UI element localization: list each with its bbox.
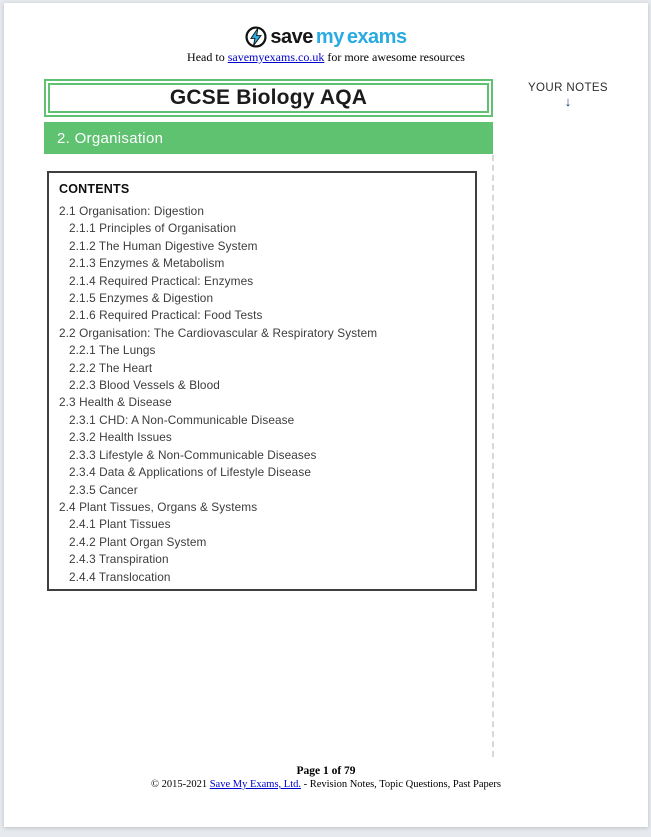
logo-wordmark — [270, 26, 406, 48]
notes-divider-dashed-line — [492, 155, 494, 757]
toc-item: 2.4.1 Plant Tissues — [69, 517, 171, 532]
section-banner-label: 2. Organisation — [57, 129, 164, 147]
copyright-suffix: - Revision Notes, Topic Questions, Past Papers — [300, 779, 502, 790]
toc-item: 2.3.4 Data & Applications of Lifestyle Disease — [69, 465, 311, 480]
copyright-line — [4, 779, 648, 790]
logo-word-save: save — [270, 26, 313, 48]
toc-item: 2.1.5 Enzymes & Digestion — [69, 291, 214, 306]
toc-item: 2.1.6 Required Practical: Food Tests — [69, 308, 263, 323]
toc-item: 2.3.5 Cancer — [69, 482, 138, 497]
tagline-prefix: Head to — [187, 50, 228, 64]
your-notes-column — [493, 82, 643, 109]
header-tagline — [4, 50, 648, 65]
contents-box — [47, 171, 477, 591]
your-notes-label: YOUR NOTES — [527, 82, 609, 94]
toc-item: 2.1.2 The Human Digestive System — [69, 238, 258, 253]
page-title: GCSE Biology AQA — [169, 86, 368, 109]
toc-item: 2.1.3 Enzymes & Metabolism — [69, 256, 225, 271]
logo-word-my: my — [315, 26, 344, 48]
document-page — [4, 3, 648, 827]
copyright-prefix: © 2015-2021 — [150, 779, 210, 790]
contents-heading: CONTENTS — [59, 182, 130, 196]
toc-item: 2.2.2 The Heart — [69, 360, 153, 375]
section-banner — [44, 122, 493, 154]
toc-item: 2.1.1 Principles of Organisation — [69, 221, 237, 236]
toc-item: 2.3.1 CHD: A Non-Communicable Disease — [69, 412, 295, 427]
toc-item: 2.4.3 Transpiration — [69, 552, 169, 567]
lightning-bolt-icon — [245, 26, 267, 48]
toc-item: 2.3 Health & Disease — [59, 395, 172, 410]
page-number: Page 1 of 79 — [296, 765, 356, 777]
toc-item: 2.4.4 Translocation — [69, 569, 171, 584]
toc-item: 2.4.2 Plant Organ System — [69, 534, 207, 549]
down-arrow-icon: ↓ — [564, 94, 572, 109]
course-title-box — [44, 79, 493, 117]
toc-item: 2.2.1 The Lungs — [69, 343, 156, 358]
toc-item: 2.2 Organisation: The Cardiovascular & Respiratory System — [59, 325, 378, 340]
tagline-suffix: for more awesome resources — [324, 50, 465, 64]
toc-item: 2.2.3 Blood Vessels & Blood — [69, 378, 220, 393]
toc-item: 2.1 Organisation: Digestion — [59, 204, 204, 218]
logo-word-exams: exams — [346, 26, 407, 48]
save-my-exams-ltd-link[interactable]: Save My Exams, Ltd. — [209, 779, 301, 790]
toc-item: 2.4 Plant Tissues, Organs & Systems — [59, 499, 258, 514]
toc-item: 2.3.3 Lifestyle & Non-Communicable Diseases — [69, 447, 317, 462]
toc-item: 2.3.2 Health Issues — [69, 430, 172, 445]
toc-item: 2.1.4 Required Practical: Enzymes — [69, 273, 254, 288]
savemyexams-link[interactable]: savemyexams.co.uk — [227, 50, 325, 64]
logo — [4, 26, 648, 48]
